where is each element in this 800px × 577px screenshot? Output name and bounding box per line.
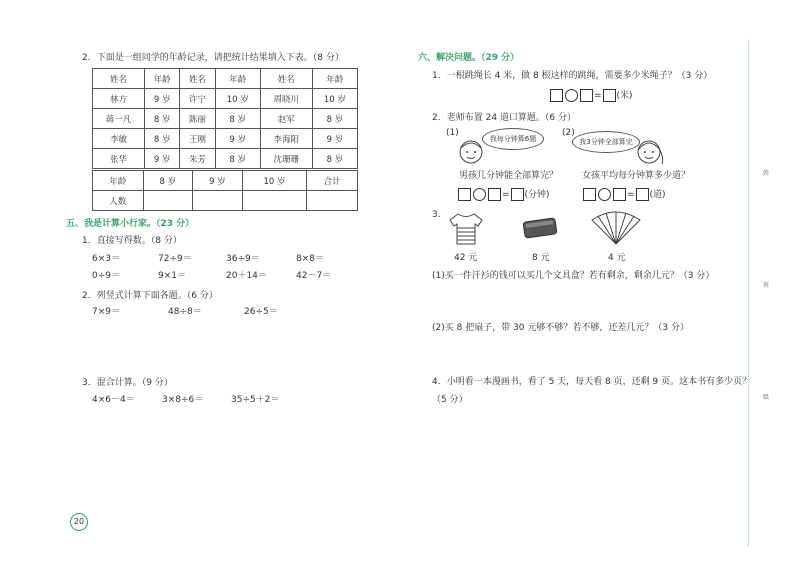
calc-item: 42－7＝ — [296, 271, 332, 281]
answer-box[interactable] — [458, 188, 471, 201]
header-cell: 姓名 — [180, 69, 215, 89]
answer-box[interactable] — [488, 188, 501, 201]
margin-label: 班 — [763, 282, 770, 289]
unit-label: (米) — [616, 91, 633, 101]
answer-box[interactable] — [550, 89, 563, 102]
answer-cell[interactable] — [143, 191, 193, 211]
operator-circle[interactable] — [473, 188, 486, 201]
calc-item: 0÷9＝ — [92, 271, 120, 281]
answer-box[interactable] — [583, 188, 596, 201]
answer-cell[interactable] — [193, 191, 243, 211]
calc-item: 4×6－4＝ — [92, 395, 135, 405]
calc-item: 26÷5＝ — [244, 307, 278, 317]
price-label: 42 元 — [454, 253, 478, 263]
speech-bubble-girl: 我3分钟全部算完 — [572, 131, 640, 153]
equation-row-1: = (米) — [549, 88, 633, 102]
answer-cell[interactable] — [242, 191, 307, 211]
pencil-box-icon — [520, 216, 560, 242]
question-2-title: 2．下面是一组同学的年龄记录，请把统计结果填入下表。（8 分） — [82, 53, 344, 63]
problem-2: 2．老师布置 24 道口算题。（6 分） — [432, 113, 576, 123]
shirt-icon — [446, 212, 486, 246]
answer-box[interactable] — [580, 89, 593, 102]
header-cell: 姓名 — [260, 69, 312, 89]
problem-3-part-2: (2)买 8 把扇子，带 30 元够不够？若不够，还差几元？（3 分） — [432, 323, 689, 333]
price-label: 8 元 — [532, 253, 550, 263]
part-label: (1) — [446, 128, 459, 138]
calc-item: 7×9＝ — [92, 307, 120, 317]
table-row: 林方 9 岁 许宁 10 岁 周晓川 10 岁 — [93, 89, 358, 109]
answer-cell[interactable] — [307, 191, 358, 211]
margin-label: 级 — [763, 394, 770, 401]
page-number: 20 — [70, 513, 88, 531]
answer-box[interactable] — [613, 188, 626, 201]
table-row: 蒋一凡 8 岁 陈丽 8 岁 赵军 8 岁 — [93, 109, 358, 129]
problem-3: 3. — [432, 210, 441, 220]
problem-3-part-1: (1)买一件汗衫的钱可以买几个文具盒？若有剩余，剩余几元？（3 分） — [432, 271, 715, 281]
calc-item: 72÷9＝ — [158, 254, 192, 264]
price-label: 4 元 — [608, 253, 626, 263]
calc-item: 3×8÷6＝ — [162, 395, 204, 405]
calc-item: 48÷8＝ — [168, 307, 202, 317]
unit-label: (分钟) — [524, 190, 550, 200]
speech-bubble-boy: 我每分钟算6题 — [482, 128, 544, 150]
calc-item: 36÷9＝ — [226, 254, 260, 264]
calc-item: 20＋14＝ — [226, 271, 267, 281]
age-stat-table — [92, 170, 358, 211]
calc-item: 35÷5＋2＝ — [231, 395, 280, 405]
table-row: 张华 9 岁 朱芳 8 岁 沈珊珊 8 岁 — [93, 149, 358, 169]
problem-4: 4．小明看一本漫画书，看了 5 天，每天看 8 页，还剩 9 页。这本书有多少页？ — [432, 377, 752, 387]
problem-2b-question: 女孩平均每分钟算多少道？ — [582, 171, 691, 181]
margin-label: 姓 — [763, 170, 770, 177]
header-cell: 姓名 — [93, 69, 145, 89]
equation-row-2a: = (分钟) — [457, 187, 550, 201]
answer-box[interactable] — [511, 188, 524, 201]
table-row: 李敏 8 岁 王刚 9 岁 李海阳 9 岁 — [93, 129, 358, 149]
unit-label: (道) — [649, 190, 666, 200]
q2-vertical-title: 2．列竖式计算下面各题。（6 分） — [82, 291, 218, 301]
answer-box[interactable] — [636, 188, 649, 201]
q1-title: 1．直接写得数。（8 分） — [82, 236, 182, 246]
table-row: 人数 — [93, 191, 358, 211]
calc-item: 9×1＝ — [158, 271, 186, 281]
table-header-row: 年龄 8 岁 9 岁 10 岁 合计 — [93, 171, 358, 191]
operator-circle[interactable] — [598, 188, 611, 201]
equation-row-2b: = (道) — [582, 187, 666, 201]
calc-item: 8×8＝ — [296, 254, 324, 264]
header-cell: 年龄 — [312, 69, 357, 89]
table-header-row — [93, 69, 358, 89]
answer-box[interactable] — [603, 89, 616, 102]
part-label: (2) — [562, 128, 575, 138]
problem-2a-question: 男孩几分钟能全部算完？ — [459, 171, 559, 181]
header-cell: 年龄 — [145, 69, 180, 89]
age-record-table — [92, 68, 358, 169]
section-6-heading: 六、解决问题。（29 分） — [418, 53, 520, 63]
binding-line — [748, 40, 749, 547]
q3-mixed-title: 3．混合计算。（9 分） — [82, 378, 173, 388]
fan-icon — [590, 210, 642, 246]
header-cell: 年龄 — [215, 69, 260, 89]
calc-item: 6×3＝ — [92, 254, 120, 264]
operator-circle[interactable] — [565, 89, 578, 102]
problem-1: 1．一根跳绳长 4 米，做 8 根这样的跳绳，需要多少米绳子？（3 分） — [432, 71, 713, 81]
problem-4-score: （5 分） — [432, 395, 468, 405]
section-5-heading: 五、我是计算小行家。（23 分） — [66, 219, 195, 229]
